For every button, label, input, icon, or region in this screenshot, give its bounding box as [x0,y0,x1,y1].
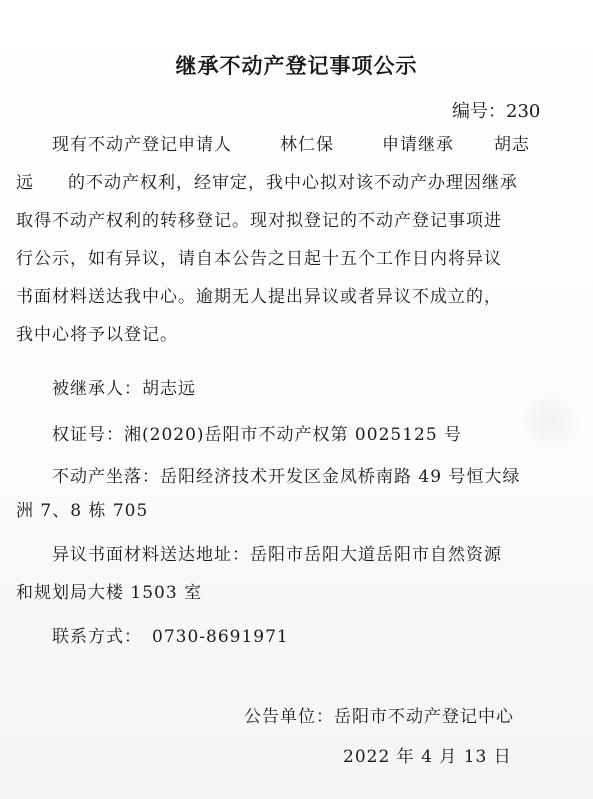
intro-line-1 [52,130,530,155]
issuing-unit-value: 岳阳市不动产登记中心 [334,707,514,727]
scan-artifact [520,390,580,450]
address-value-line2: 和规划局大楼 1503 室 [16,583,203,603]
number-value: 230 [506,101,541,122]
intro-line-2-text: 的不动产权利，经审定，我中心拟对该不动产办理因继承 [68,173,518,193]
issuing-unit-label: 公告单位： [244,707,334,727]
address-label: 异议书面材料送达地址： [52,545,250,565]
inheritee-value: 胡志远 [142,379,196,399]
document-number [452,97,540,123]
inheritee-label: 被继承人： [52,379,142,399]
intro-line-2 [16,168,518,193]
number-label: 编号： [452,101,506,122]
issuing-unit [244,702,514,727]
decedent-name-part2: 远 [16,173,34,193]
intro-line-4: 行公示，如有异议，请自本公告之日起十五个工作日内将异议 [16,249,502,269]
contact-value: 0730-8691971 [152,627,289,647]
certificate-row [52,420,462,445]
decedent-name-part1: 胡志 [494,135,530,155]
certificate-label: 权证号： [52,425,124,445]
contact-row [52,622,289,647]
announcement-date: 2022 年 4 月 13 日 [343,747,512,767]
address-row [52,540,502,565]
intro-line-6: 我中心将予以登记。 [16,325,178,345]
contact-label: 联系方式： [52,627,142,647]
location-value-line2: 洲 7、8 栋 705 [16,501,149,521]
location-label: 不动产坐落： [52,467,160,487]
intro-line-3: 取得不动产权利的转移登记。现对拟登记的不动产登记事项进 [16,211,502,231]
intro-prefix: 现有不动产登记申请人 [52,135,232,155]
intro-line-5: 书面材料送达我中心。逾期无人提出异议或者异议不成立的， [16,287,502,307]
inheritee-row [52,374,196,399]
certificate-value: 湘(2020)岳阳市不动产权第 0025125 号 [124,425,463,445]
address-value-line1: 岳阳市岳阳大道岳阳市自然资源 [250,545,502,565]
document-title: 继承不动产登记事项公示 [175,54,418,78]
location-value-line1: 岳阳经济技术开发区金凤桥南路 49 号恒大绿 [160,467,521,487]
location-row [52,462,520,487]
intro-mid: 申请继承 [382,135,454,155]
applicant-name: 林仁保 [280,135,334,155]
